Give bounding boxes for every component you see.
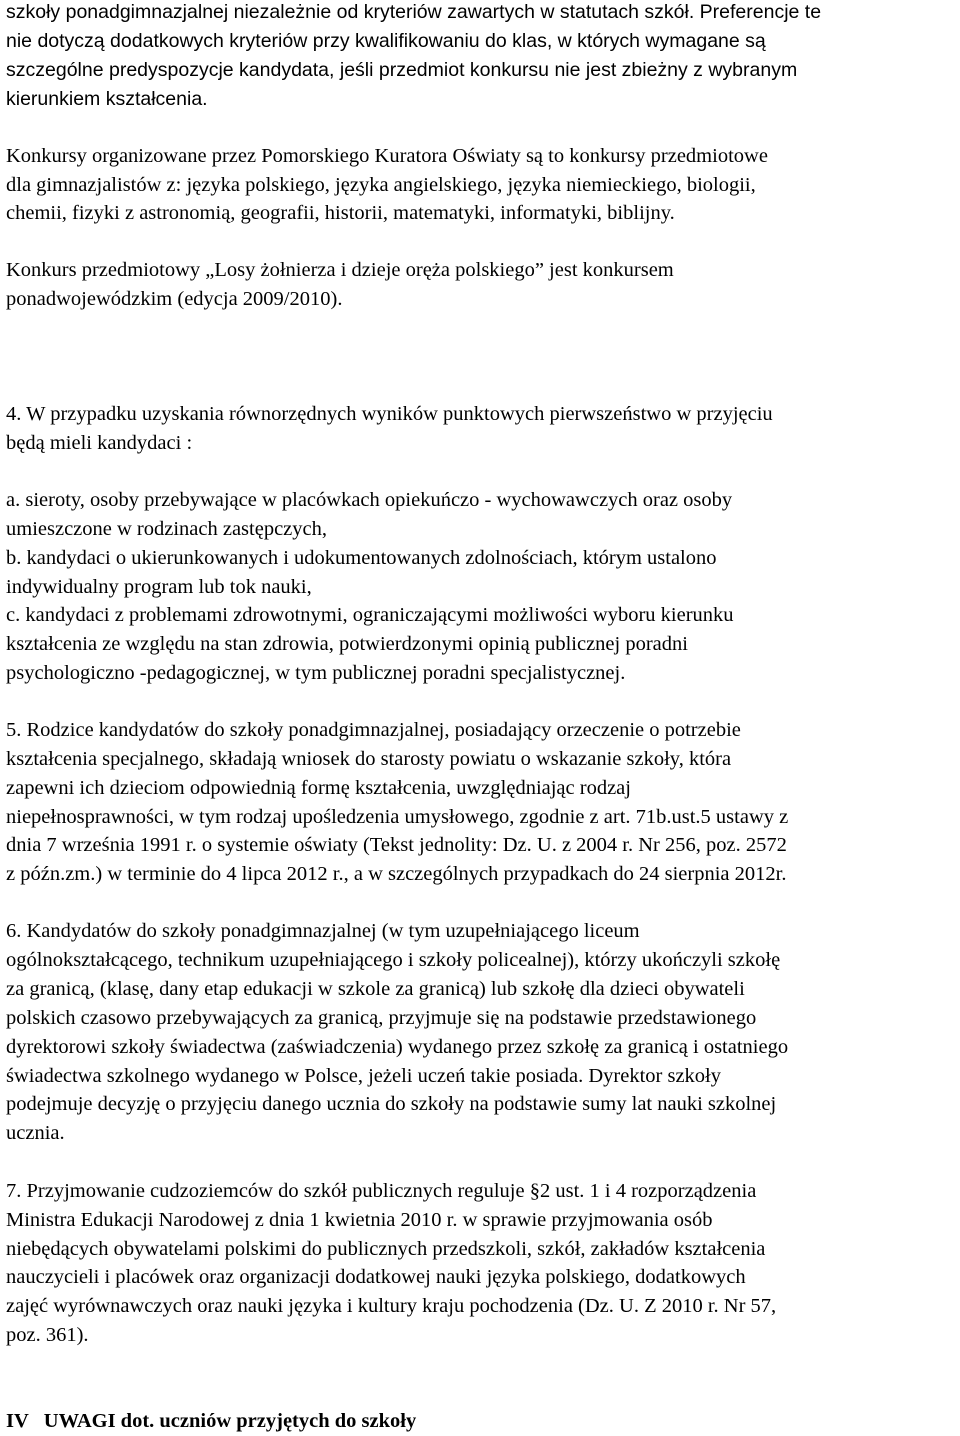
point5-line-6: z późn.zm.) w terminie do 4 lipca 2012 r., a w szczególnych przypadkach do 24 sierpnia 2012r. [6,863,787,885]
point4-item-b-line-1: b. kandydaci o ukierunkowanych i udokumentowanych zdolnościach, którym ustalono [6,547,717,569]
point5-line-5: dnia 7 września 1991 r. o systemie oświaty (Tekst jednolity: Dz. U. z 2004 r. Nr 256, poz. 2572 [6,834,787,856]
point5-line-2: kształcenia specjalnego, składają wniosek do starosty powiatu o wskazanie szkoły, która [6,748,732,770]
point4-line-1: 4. W przypadku uzyskania równorzędnych wyników punktowych pierwszeństwo w przyjęciu [6,403,773,425]
point4-item-b-line-2: indywidualny program lub tok nauki, [6,576,312,598]
point6-line-7: podejmuje decyzję o przyjęciu danego ucznia do szkoły na podstawie sumy lat nauki szkolnej [6,1093,777,1115]
point7-line-1: 7. Przyjmowanie cudzoziemców do szkół publicznych reguluje §2 ust. 1 i 4 rozporządzenia [6,1180,757,1202]
intro-line-2: nie dotyczą dodatkowych kryteriów przy kwalifikowaniu do klas, w których wymagane są [6,30,766,52]
point7-line-5: zajęć wyrównawczych oraz nauki języka i kultury kraju pochodzenia (Dz. U. Z 2010 r. Nr 57, [6,1295,777,1317]
point4-line-2: będą mieli kandydaci : [6,432,193,454]
konkursy-line-1: Konkursy organizowane przez Pomorskiego Kuratora Oświaty są to konkursy przedmiotowe [6,145,768,167]
konkurs-losy-line-2: ponadwojewódzkim (edycja 2009/2010). [6,288,343,310]
point7-line-2: Ministra Edukacji Narodowej z dnia 1 kwietnia 2010 r. w sprawie przyjmowania osób [6,1209,713,1231]
point6-line-1: 6. Kandydatów do szkoły ponadgimnazjalnej (w tym uzupełniającego liceum [6,920,640,942]
konkursy-line-3: chemii, fizyki z astronomią, geografii, historii, matematyki, informatyki, biblijny. [6,202,675,224]
point5-line-4: niepełnosprawności, w tym rodzaj upośledzenia umysłowego, zgodnie z art. 71b.ust.5 ustawy z [6,806,789,828]
point6-line-4: polskich czasowo przebywających za granicą, przyjmuje się na podstawie przedstawionego [6,1007,757,1029]
point7-line-6: poz. 361). [6,1324,89,1346]
point7-line-3: niebędących obywatelami polskimi do publicznych przedszkoli, szkół, zakładów kształcenia [6,1238,766,1260]
point6-line-6: świadectwa szkolnego wydanego w Polsce, jeżeli uczeń takie posiada. Dyrektor szkoły [6,1065,721,1087]
point4-item-c-line-3: psychologiczno -pedagogicznej, w tym publicznej poradni specjalistycznej. [6,662,626,684]
konkursy-line-2: dla gimnazjalistów z: języka polskiego, języka angielskiego, języka niemieckiego, biologii, [6,174,756,196]
point6-line-3: za granicą, (klasę, dany etap edukacji w szkole za granicą) lub szkołę dla dzieci obywateli [6,978,745,1000]
point4-item-a-line-2: umieszczone w rodzinach zastępczych, [6,518,328,540]
point4-item-c-line-1: c. kandydaci z problemami zdrowotnymi, ograniczającymi możliwości wyboru kierunku [6,604,734,626]
point4-item-c-line-2: kształcenia ze względu na stan zdrowia, potwierdzonymi opinią publicznej poradni [6,633,688,655]
intro-line-1: szkoły ponadgimnazjalnej niezależnie od kryteriów zawartych w statutach szkół. Preferencje te [6,1,822,23]
point5-line-3: zapewni ich dzieciom odpowiednią formę kształcenia, uwzględniając rodzaj [6,777,631,799]
point6-line-2: ogólnokształcącego, technikum uzupełniającego i szkoły policealnej), którzy ukończyli szkołę [6,949,781,971]
point4-item-a-line-1: a. sieroty, osoby przebywające w placówkach opiekuńczo - wychowawczych oraz osoby [6,489,733,511]
point5-line-1: 5. Rodzice kandydatów do szkoły ponadgimnazjalnej, posiadający orzeczenie o potrzebie [6,719,741,741]
section-heading-iv: IV UWAGI dot. uczniów przyjętych do szkoły [6,1410,417,1432]
intro-line-4: kierunkiem kształcenia. [6,88,208,110]
konkurs-losy-line-1: Konkurs przedmiotowy „Losy żołnierza i dzieje oręża polskiego” jest konkursem [6,259,674,281]
point6-line-5: dyrektorowi szkoły świadectwa (zaświadczenia) wydanego przez szkołę za granicą i ostatniego [6,1036,789,1058]
point7-line-4: nauczycieli i placówek oraz organizacji dodatkowej nauki języka polskiego, dodatkowych [6,1266,746,1288]
point6-line-8: ucznia. [6,1122,65,1144]
intro-line-3: szczególne predyspozycje kandydata, jeśli przedmiot konkursu nie jest zbieżny z wybranym [6,59,798,81]
